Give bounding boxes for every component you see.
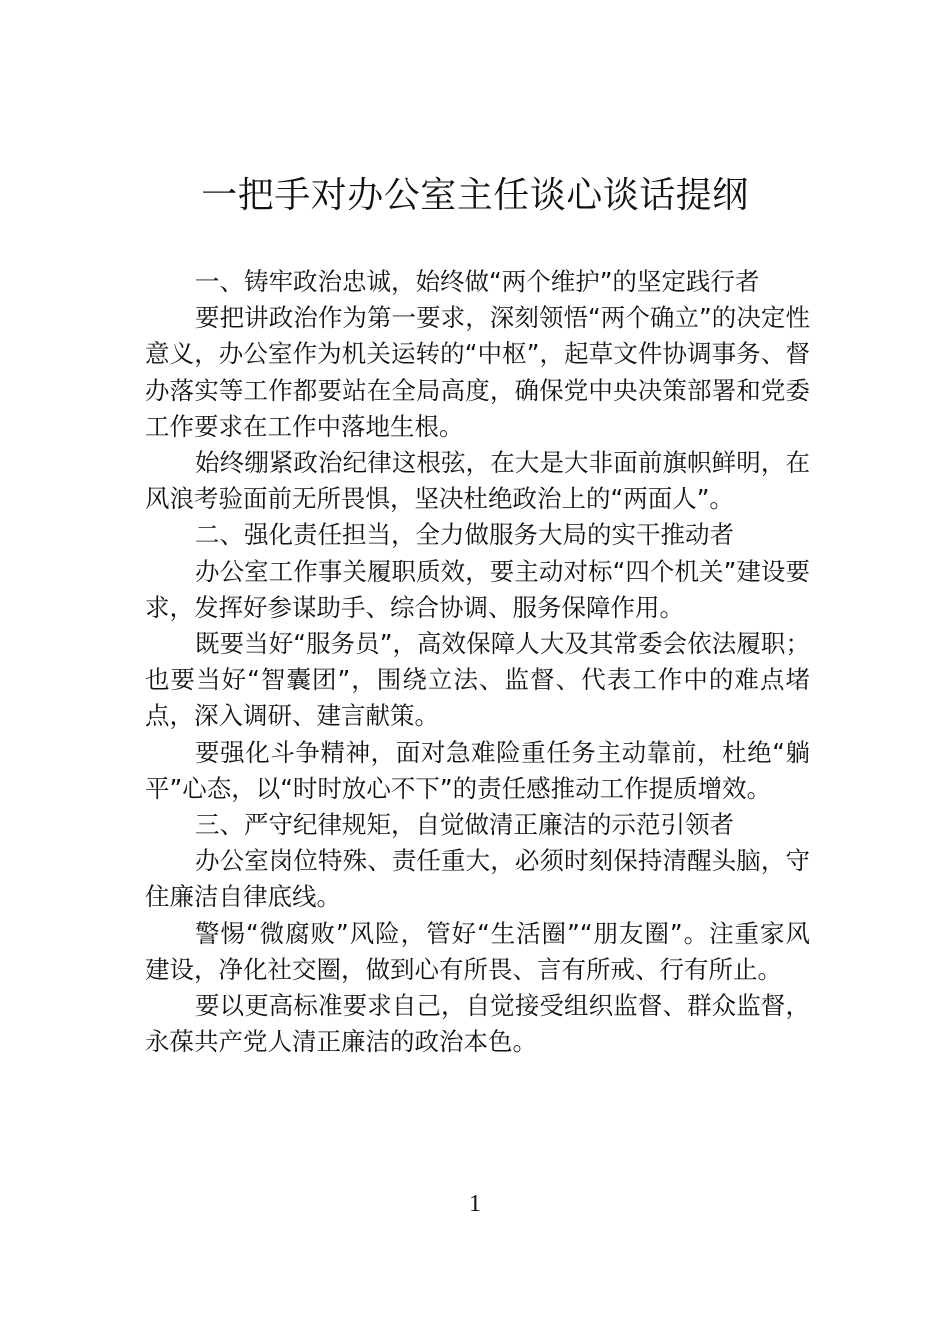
page-number: 1	[469, 1191, 481, 1217]
section-heading-2: 二、强化责任担当，全力做服务大局的实干推动者	[195, 520, 734, 550]
body-paragraph: 办公室岗位特殊、责任重大，必须时刻保持清醒头脑，守住廉洁自律底线。	[145, 846, 810, 912]
section-heading-1: 一、铸牢政治忠诚，始终做“两个维护”的坚定践行者	[195, 267, 760, 296]
body-paragraph: 既要当好“服务员”，高效保障人大及其常委会依法履职；也要当好“智囊团”，围绕立法、监督、代表工作中的难点堵点，深入调研、建言献策。	[145, 629, 810, 731]
document-title: 一把手对办公室主任谈心谈话提纲	[201, 175, 749, 216]
body-paragraph: 要把讲政治作为第一要求，深刻领悟“两个确立”的决定性意义，办公室作为机关运转的“中枢”，起草文件协调事务、督办落实等工作都要站在全局高度，确保党中央决策部署和党委工作要求在工作中落地生根。	[145, 303, 810, 441]
body-paragraph: 警惕“微腐败”风险，管好“生活圈”“朋友圈”。注重家风建设，净化社交圈，做到心有所畏、言有所戒、行有所止。	[145, 918, 810, 984]
document-body	[145, 264, 810, 1060]
body-paragraph: 办公室工作事关履职质效，要主动对标“四个机关”建设要求，发挥好参谋助手、综合协调、服务保障作用。	[145, 556, 810, 622]
section-heading-3: 三、严守纪律规矩，自觉做清正廉洁的示范引领者	[195, 810, 734, 840]
body-paragraph: 要以更高标准要求自己，自觉接受组织监督、群众监督，永葆共产党人清正廉洁的政治本色。	[145, 991, 810, 1057]
body-paragraph: 要强化斗争精神，面对急难险重任务主动靠前，杜绝“躺平”心态，以“时时放心不下”的责任感推动工作提质增效。	[145, 737, 810, 803]
body-paragraph: 始终绷紧政治纪律这根弦，在大是大非面前旗帜鲜明，在风浪考验面前无所畏惧，坚决杜绝政治上的“两面人”。	[145, 448, 810, 514]
